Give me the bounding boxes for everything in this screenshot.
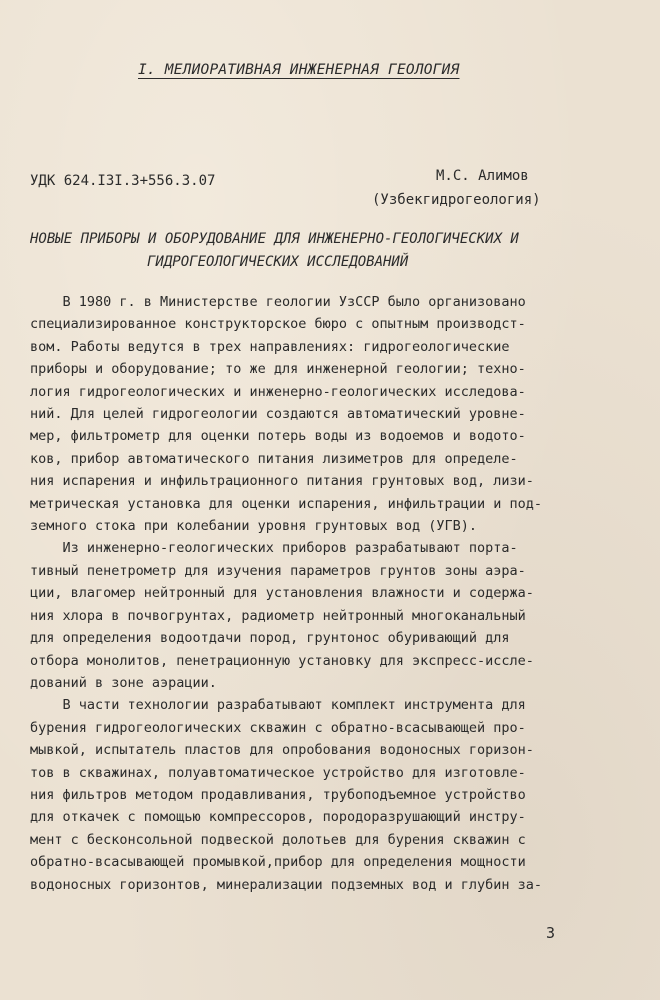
- paper-title-line: ГИДРОГЕОЛОГИЧЕСКИХ ИССЛЕДОВАНИЙ: [147, 254, 409, 270]
- body-line: отбора монолитов, пенетрационную установку для экспресс-иссле-: [30, 652, 534, 669]
- body-line: бурения гидрогеологических скважин с обратно-всасывающей про-: [30, 719, 526, 736]
- body-line: ния испарения и инфильтрационного питания грунтовых вод, лизи-: [30, 473, 534, 490]
- body-line: мер, фильтрометр для оценки потерь воды из водоемов и водото-: [30, 428, 526, 445]
- body-line: логия гидрогеологических и инженерно-геологических исследова-: [30, 383, 526, 400]
- body-line: тивный пенетрометр для изучения параметров грунтов зоны аэра-: [30, 562, 526, 579]
- body-line: Из инженерно-геологических приборов разрабатывают порта-: [30, 540, 518, 557]
- paper-title-line: НОВЫЕ ПРИБОРЫ И ОБОРУДОВАНИЕ ДЛЯ ИНЖЕНЕРНО-ГЕОЛОГИЧЕСКИХ И: [30, 231, 519, 247]
- page-number: 3: [546, 924, 556, 942]
- author-affiliation: (Узбекгидрогеология): [372, 192, 541, 208]
- body-line: ции, влагомер нейтронный для установления влажности и содержа-: [30, 585, 534, 602]
- body-line: ний. Для целей гидрогеологии создаются автоматический уровне-: [30, 406, 526, 423]
- body-line: обратно-всасывающей промывкой,прибор для определения мощности: [30, 854, 526, 871]
- body-line: для откачек с помощью компрессоров, породоразрушающий инстру-: [30, 809, 526, 826]
- body-line: водоносных горизонтов, минерализации подземных вод и глубин за-: [30, 876, 543, 893]
- paper-title: [30, 228, 519, 274]
- body-line: В 1980 г. в Министерстве геологии УзССР было организовано: [30, 294, 526, 310]
- body-line: метрическая установка для оценки испарения, инфильтрации и под-: [30, 495, 543, 512]
- body-line: приборы и оборудование; то же для инженерной геологии; техно-: [30, 361, 526, 378]
- author-name: М.С. Алимов: [436, 168, 529, 184]
- body-line: ков, прибор автоматического питания лизиметров для определе-: [30, 450, 518, 467]
- udk-code: УДК 624.I3I.3+556.3.07: [30, 173, 216, 189]
- body-line: земного стока при колебании уровня грунтовых вод (УГВ).: [30, 518, 478, 535]
- body-line: ния хлора в почвогрунтах, радиометр нейтронный многоканальный: [30, 607, 526, 624]
- body-line: В части технологии разрабатывают комплект инструмента для: [30, 697, 526, 714]
- body-text: [30, 291, 590, 896]
- section-title: I. МЕЛИОРАТИВНАЯ ИНЖЕНЕРНАЯ ГЕОЛОГИЯ: [138, 62, 460, 78]
- body-line: тов в скважинах, полуавтоматическое устройство для изготовле-: [30, 764, 526, 781]
- body-line: вом. Работы ведутся в трех направлениях: гидрогеологические: [30, 338, 510, 355]
- body-line: мывкой, испытатель пластов для опробования водоносных горизон-: [30, 742, 534, 759]
- body-line: для определения водоотдачи пород, грунтонос обуривающий для: [30, 630, 510, 647]
- body-line: мент с бесконсольной подвеской долотьев для бурения скважин с: [30, 831, 526, 848]
- body-line: ния фильтров методом продавливания, трубоподъемное устройство: [30, 786, 526, 803]
- body-line: дований в зоне аэрации.: [30, 674, 217, 691]
- body-line: специализированное конструкторское бюро с опытным производст-: [30, 316, 526, 333]
